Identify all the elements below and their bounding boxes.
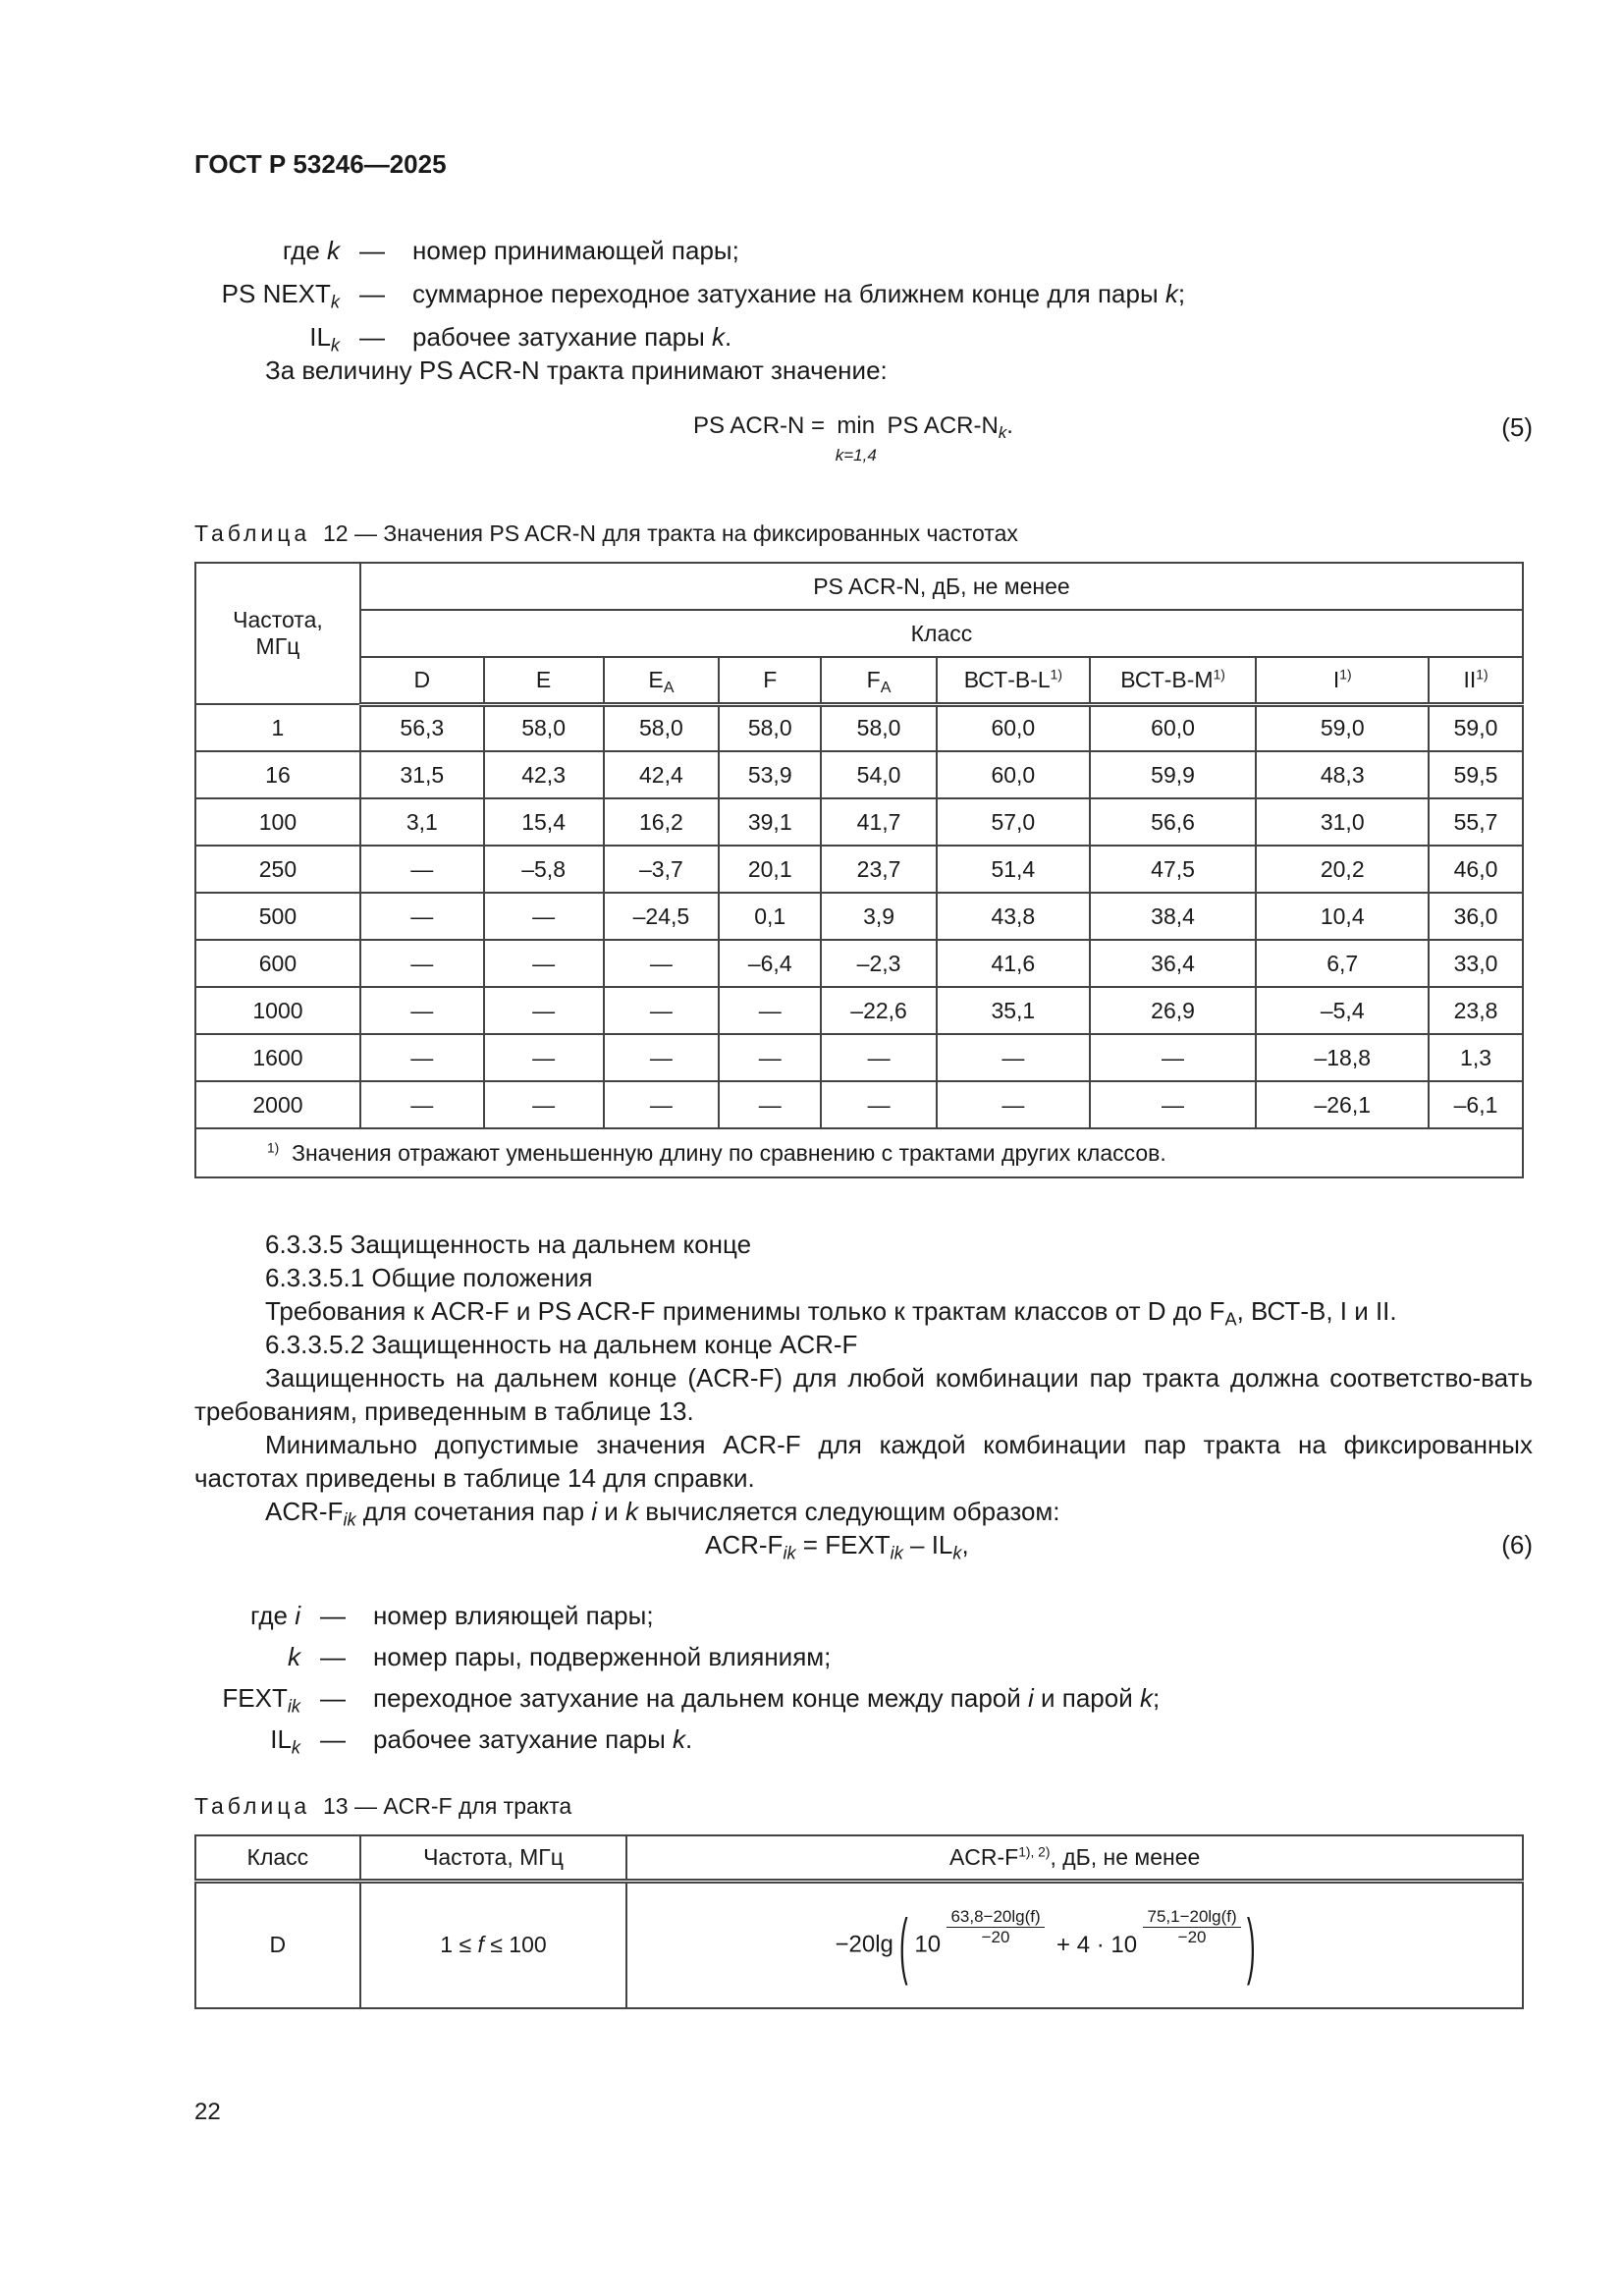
value-cell: 56,6 [1090,798,1257,846]
table12-class-8 [1429,657,1523,704]
eq5-min [836,412,877,467]
paragraph-requirements [194,1294,1533,1328]
equation-6 [705,1530,969,1563]
frequency-cell: 1000 [195,987,360,1034]
value-cell: — [821,1034,937,1081]
caption-text: 13 — ACR-F для тракта [322,1793,572,1819]
def-term-il2: $IL_k$ [270,1724,300,1758]
value-cell: 59,0 [1429,704,1523,751]
eq6-b-sub: ik [890,1543,903,1563]
value-cell: 16,2 [604,798,720,846]
table-row [195,1081,1523,1128]
table-row [195,704,1523,751]
table-row [195,940,1523,987]
left-paren: ( [899,1904,908,1987]
def-text: суммарное переходное затухание на ближнем конце для пары k; [412,279,1186,308]
table-row [195,987,1523,1034]
value-cell: 31,0 [1256,798,1429,846]
class-main: ВСТ-В-L [963,666,1051,692]
footnote-text: Значения отражают уменьшенную длину по сравнению с трактами других классов. [292,1139,1166,1166]
class-sup: 1) [1050,667,1062,683]
def-text: номер пары, подверженной влияниям; [373,1642,832,1671]
value-cell: — [484,987,604,1034]
value-cell: 46,0 [1429,846,1523,893]
value-cell: — [937,1034,1090,1081]
value-cell: 58,0 [821,704,937,751]
value-cell: 20,1 [719,846,821,893]
value-cell: –6,4 [719,940,821,987]
equation-number-6: (6) [1501,1530,1533,1559]
value-cell: 42,3 [484,751,604,798]
table12-class-3 [719,657,821,704]
document-header: ГОСТ Р 53246—2025 [194,149,447,179]
value-cell: 58,0 [719,704,821,751]
acr-f-formula [836,1903,1256,1987]
exp1-num: 63,8−20lg(f) [947,1907,1044,1928]
value-cell: 23,8 [1429,987,1523,1034]
class-main: F [763,666,778,692]
value-cell: 31,5 [360,751,484,798]
value-cell: 10,4 [1256,893,1429,940]
value-cell: 6,7 [1256,940,1429,987]
equation-5 [693,412,1013,467]
def-term-k: где k [282,236,340,265]
class-sup: 1) [1213,667,1225,683]
footnote-mark: 1) [267,1140,280,1156]
table12-class-0 [360,657,484,704]
class-main: ВСТ-В-М [1120,666,1214,692]
value-cell: — [719,1034,821,1081]
intro-line: За величину PS ACR-N тракта принимают значение: [265,355,888,385]
value-cell: 1,3 [1429,1034,1523,1081]
value-cell: –26,1 [1256,1081,1429,1128]
eq5-right: PS ACR-N [887,412,999,439]
formula-mid: + 4 · 10 [1056,1931,1138,1958]
p1-b: , ВСТ-В, I и II. [1236,1296,1397,1326]
table13-row-freq: 1 ≤ f ≤ 100 [360,1881,627,2008]
p4-a: ACR-F [265,1497,344,1526]
table-row [195,1034,1523,1081]
value-cell: –3,7 [604,846,720,893]
value-cell: 60,0 [1090,704,1257,751]
table12-class-1 [484,657,604,704]
value-cell: — [484,1034,604,1081]
table-row [195,798,1523,846]
def-text: рабочее затухание пары k. [373,1724,693,1754]
value-cell: 38,4 [1090,893,1257,940]
value-cell: 60,0 [937,704,1090,751]
value-cell: 3,1 [360,798,484,846]
exponent-1 [947,1907,1044,1947]
value-cell: — [604,1081,720,1128]
def-term-psnext: PS $NEXT_k$ [221,279,340,312]
value-cell: — [360,940,484,987]
value-cell: — [360,987,484,1034]
value-cell: 57,0 [937,798,1090,846]
eq6-b: = FEXT [795,1530,891,1559]
caption-prefix: Таблица [194,520,311,546]
def-text: номер принимающей пары; [412,236,739,265]
heading-6-3-3-5-1: 6.3.3.5.1 Общие положения [265,1263,593,1292]
table12-class-row [195,657,1523,704]
value-cell: 20,2 [1256,846,1429,893]
value-cell: — [360,1081,484,1128]
value-cell: — [719,987,821,1034]
p4-sub: ik [343,1509,356,1530]
class-main: F [866,666,881,692]
class-sup: 1) [1339,667,1352,683]
value-cell: 54,0 [821,751,937,798]
eq6-c: – IL [902,1530,953,1559]
caption-prefix: Таблица [194,1793,311,1819]
paragraph-acr-f: Защищенность на дальнем конце (ACR-F) для любой комбинации пар тракта должна соответство-вать требованиям, приведенным в таблице 13. [194,1363,1533,1426]
exponent-2 [1143,1907,1240,1947]
def-dash: — [359,322,385,352]
p1-sub: A [1224,1309,1237,1330]
value-cell: 26,9 [1090,987,1257,1034]
frequency-cell: 600 [195,940,360,987]
section-6-3-3-5 [194,1228,1533,1528]
value-cell: 42,4 [604,751,720,798]
def-dash: — [320,1601,346,1630]
value-cell: 36,0 [1429,893,1523,940]
value-cell: 59,5 [1429,751,1523,798]
paragraph-min-values: Минимально допустимые значения ACR-F для каждой комбинации пар тракта на фиксированных частотах приведены в таблице 14 для справки. [194,1430,1533,1493]
table12-class-2 [604,657,720,704]
value-cell: — [484,1081,604,1128]
value-cell: 41,6 [937,940,1090,987]
value-cell: –24,5 [604,893,720,940]
def-text: рабочее затухание пары k. [412,322,732,352]
table-row [195,846,1523,893]
eq5-end: . [1006,412,1013,439]
table-12 [194,562,1524,1178]
formula-lead: −20lg [835,1931,893,1958]
value-cell: — [821,1081,937,1128]
right-paren: ) [1247,1904,1256,1987]
value-cell: 3,9 [821,893,937,940]
table-row [195,893,1523,940]
value-cell: 51,4 [937,846,1090,893]
table13-row-class: D [195,1881,360,2008]
def-dash: — [320,1724,346,1754]
value-cell: — [1090,1081,1257,1128]
class-main: I [1332,666,1340,692]
table13-formula [626,1881,1523,2008]
value-cell: 58,0 [484,704,604,751]
eq5-left: PS ACR-N = [693,412,826,439]
value-cell: –5,8 [484,846,604,893]
class-main: E [535,666,552,692]
value-cell: — [1090,1034,1257,1081]
value-cell: 59,9 [1090,751,1257,798]
value-cell: — [360,1034,484,1081]
frequency-cell: 1 [195,704,360,751]
table-13 [194,1834,1524,2009]
table-12-caption [194,520,1018,547]
value-cell: — [360,893,484,940]
exp1-den: −20 [981,1928,1010,1947]
value-cell: — [484,893,604,940]
frequency-cell: 250 [195,846,360,893]
class-sub: A [663,678,675,696]
equation-number-5: (5) [1501,412,1533,442]
table12-body [195,704,1523,1128]
class-sup: 1) [1476,667,1488,683]
value-cell: 59,0 [1256,704,1429,751]
def-dash: — [359,279,385,308]
def-dash: — [359,236,385,265]
def-text: номер влияющей пары; [373,1601,654,1630]
value-cell: 53,9 [719,751,821,798]
value-cell: 35,1 [937,987,1090,1034]
def-dash: — [320,1683,346,1713]
frequency-cell: 16 [195,751,360,798]
table13-header-acr [626,1835,1523,1881]
value-cell: — [604,940,720,987]
acr-sup: 1), 2) [1018,1844,1051,1860]
eq6-c-sub: k [952,1543,962,1563]
def-term-fext: $FEXT_{ik}$ [222,1683,300,1717]
frequency-cell: 100 [195,798,360,846]
p1-a: Требования к ACR-F и PS ACR-F применимы только к трактам классов от D до F [265,1296,1225,1326]
value-cell: –6,1 [1429,1081,1523,1128]
table-row [195,751,1523,798]
table-13-caption [194,1793,571,1820]
value-cell: — [719,1081,821,1128]
heading-6-3-3-5: 6.3.3.5 Защищенность на дальнем конце [265,1230,752,1259]
def-term-i: где i [250,1601,300,1630]
value-cell: –22,6 [821,987,937,1034]
heading-6-3-3-5-2: 6.3.3.5.2 Защищенность на дальнем конце ACR-F [265,1330,858,1359]
value-cell: — [604,987,720,1034]
eq5-op: min [837,412,876,439]
value-cell: — [360,846,484,893]
def-term-il: $IL_k$ [309,322,340,355]
eq6-d: , [961,1530,969,1559]
value-cell: 55,7 [1429,798,1523,846]
caption-text: 12 — Значения PS ACR-N для тракта на фиксированных частотах [322,520,1018,546]
value-cell: –2,3 [821,940,937,987]
eq6-a: ACR-F [705,1530,784,1559]
table12-footnote [195,1128,1523,1177]
value-cell: 36,4 [1090,940,1257,987]
page-number: 22 [194,2099,221,2125]
value-cell: 48,3 [1256,751,1429,798]
class-main: E [648,666,664,692]
value-cell: 15,4 [484,798,604,846]
def-dash: — [320,1642,346,1671]
acr-tail: , дБ, не менее [1050,1843,1201,1870]
table12-header-group: PS ACR-N, дБ, не менее [360,563,1523,610]
value-cell: 58,0 [604,704,720,751]
value-cell: — [484,940,604,987]
table13-header-freq: Частота, МГц [360,1835,627,1881]
eq5-op-sub: k=1,4 [835,446,877,465]
eq6-a-sub: ik [783,1543,796,1563]
class-main: II [1463,666,1477,692]
value-cell: 39,1 [719,798,821,846]
eq5-right-sub: k [998,423,1007,443]
table12-header-class: Класс [360,610,1523,657]
table12-class-6 [1090,657,1257,704]
formula-base1: 10 [914,1931,942,1958]
value-cell: 47,5 [1090,846,1257,893]
value-cell: 43,8 [937,893,1090,940]
value-cell: –5,4 [1256,987,1429,1034]
acr-label: ACR-F [948,1843,1019,1870]
frequency-cell: 2000 [195,1081,360,1128]
class-main: D [413,666,431,692]
table12-header-freq: Частота, МГц [195,563,360,704]
paragraph-calc: ACR-$F_{ik}$ для сочетания пар i и k вычисляется следующим образом: [265,1497,1060,1530]
value-cell: 0,1 [719,893,821,940]
value-cell: 33,0 [1429,940,1523,987]
value-cell: — [937,1081,1090,1128]
table12-class-4 [821,657,937,704]
value-cell: 60,0 [937,751,1090,798]
exp2-num: 75,1−20lg(f) [1143,1907,1240,1928]
table12-class-7 [1256,657,1429,704]
def-term-k2: k [288,1642,300,1671]
value-cell: 41,7 [821,798,937,846]
def-text: переходное затухание на дальнем конце между парой i и парой k; [373,1683,1161,1713]
table12-class-5 [937,657,1090,704]
value-cell: 56,3 [360,704,484,751]
value-cell: 23,7 [821,846,937,893]
table13-header-class: Класс [195,1835,360,1881]
frequency-cell: 1600 [195,1034,360,1081]
class-sub: A [880,678,892,696]
value-cell: –18,8 [1256,1034,1429,1081]
value-cell: — [604,1034,720,1081]
frequency-cell: 500 [195,893,360,940]
exp2-den: −20 [1177,1928,1207,1947]
